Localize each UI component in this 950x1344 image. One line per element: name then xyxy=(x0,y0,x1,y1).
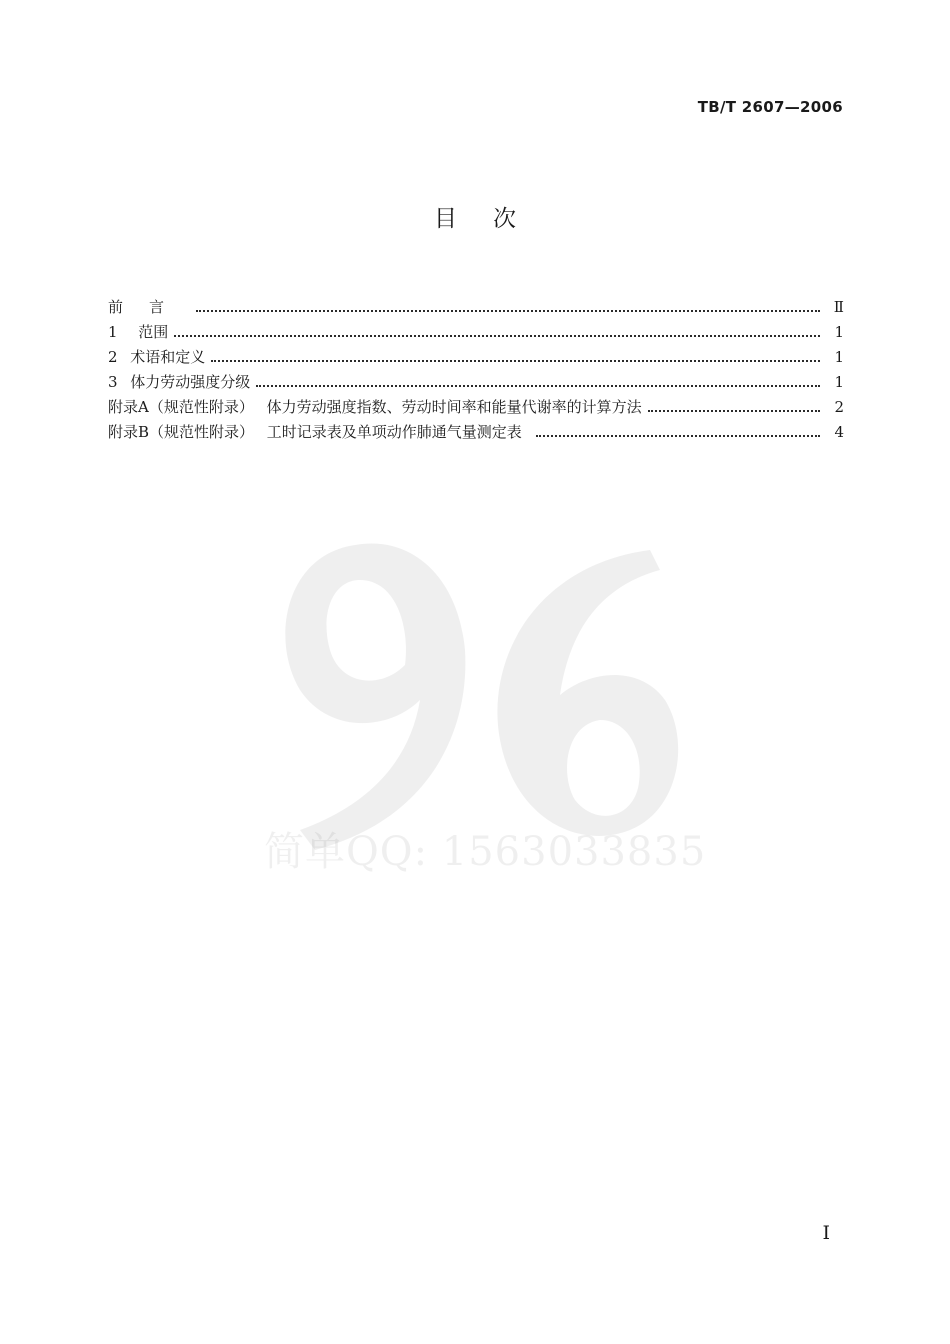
toc-entry-label: 3 体力劳动强度分级 xyxy=(108,373,251,391)
toc-leader xyxy=(174,335,820,337)
toc-entry-page: 1 xyxy=(834,323,844,341)
toc-leader xyxy=(256,385,820,387)
toc-entry-label: 前言 xyxy=(108,298,191,316)
toc-entry-terms[interactable] xyxy=(108,342,844,367)
toc-entry-appendix-b[interactable] xyxy=(108,417,844,442)
page-number: Ⅰ xyxy=(822,1222,830,1244)
watermark-logo xyxy=(260,530,700,880)
doc-code: TB/T 2607—2006 xyxy=(697,98,843,116)
toc-entry-page: 1 xyxy=(834,348,844,366)
toc-entry-page: 1 xyxy=(834,373,844,391)
toc-entry-label: 2 术语和定义 xyxy=(108,348,206,366)
toc-leader xyxy=(536,435,820,437)
toc-entry-label: 附录B（规范性附录） 工时记录表及单项动作肺通气量测定表 xyxy=(108,423,522,441)
toc-entry-foreword[interactable] xyxy=(108,292,844,317)
toc-entry-page: 2 xyxy=(834,398,844,416)
toc-leader xyxy=(196,310,820,312)
toc-leader xyxy=(648,410,820,412)
toc-entry-grading[interactable] xyxy=(108,367,844,392)
toc-entry-page: Ⅱ xyxy=(833,298,844,316)
toc-entry-label: 附录A（规范性附录） 体力劳动强度指数、劳动时间率和能量代谢率的计算方法 xyxy=(108,398,642,416)
page-title: 目次 xyxy=(434,206,552,232)
toc-entry-label: 1 范围 xyxy=(108,323,169,341)
watermark-text: 简单QQ: 1563033835 xyxy=(264,829,707,875)
toc-leader xyxy=(211,360,820,362)
toc-entry-page: 4 xyxy=(834,423,844,441)
toc-entry-appendix-a[interactable] xyxy=(108,392,844,417)
toc-entry-scope[interactable] xyxy=(108,317,844,342)
table-of-contents xyxy=(108,292,844,442)
